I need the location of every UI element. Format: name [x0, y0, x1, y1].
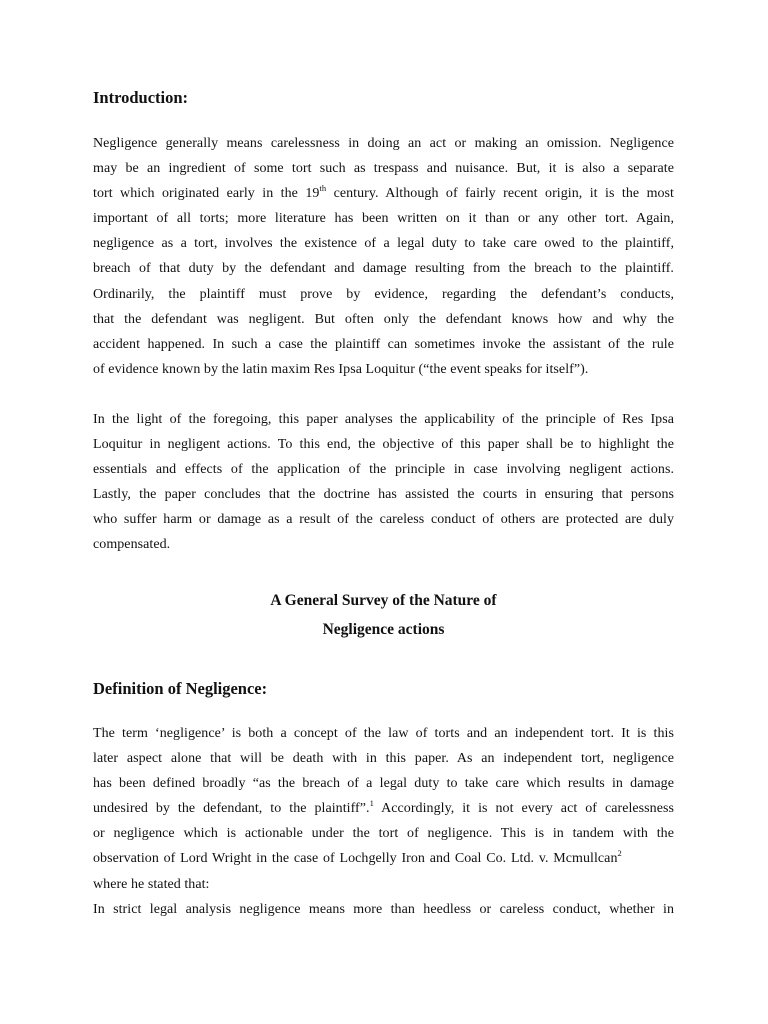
- section-heading-line-2: Negligence actions: [322, 621, 445, 638]
- text-line: breach of that duty by the defendant and damage resulting from the breach to the plaintiff.: [93, 261, 674, 277]
- footnote-ref: 2: [617, 848, 622, 859]
- text-line: In strict legal analysis negligence means more than heedless or careless conduct, whether in: [93, 901, 674, 917]
- text-line: In the light of the foregoing, this paper analyses the applicability of the principle of Res Ipsa: [93, 412, 674, 427]
- section-heading-line-1: A General Survey of the Nature of: [270, 592, 497, 609]
- text-line: Lastly, the paper concludes that the doctrine has assisted the courts in ensuring that persons: [93, 487, 674, 503]
- text-line: undesired by the defendant, to the plaintiff”.$^1$ Accordingly, it is not every act of carelessness: [93, 798, 674, 817]
- text-line: of evidence known by the latin maxim Res Ipsa Loquitur (“the event speaks for itself”).: [93, 361, 589, 377]
- text-line: may be an ingredient of some tort such as trespass and nuisance. But, it is also a separate: [93, 161, 674, 177]
- objective-paragraph: [93, 407, 674, 558]
- text-line: The term ‘negligence’ is both a concept of the law of torts and an independent tort. It is this: [93, 726, 674, 741]
- text-line: where he stated that:: [93, 876, 210, 892]
- text-line: compensated.: [93, 537, 171, 553]
- text-line: Loquitur in negligent actions. To this end, the objective of this paper shall be to highlight the: [93, 437, 674, 453]
- text-line: tort which originated early in the 19th century. Although of fairly recent origin, it is the most: [93, 183, 674, 202]
- text-line: observation of Lord Wright in the case of Lochgelly Iron and Coal Co. Ltd. v. Mcmullcan$^2$: [93, 848, 622, 867]
- text-line: accident happened. In such a case the plaintiff can sometimes invoke the assistant of the rule: [93, 336, 674, 352]
- text-line: important of all torts; more literature has been written on it than or any other tort. Again,: [93, 211, 674, 227]
- text-line: later aspect alone that will be death with in this paper. As an independent tort, negligence: [93, 751, 674, 767]
- superscript: th: [319, 183, 327, 194]
- text-line: essentials and effects of the application of the principle in case involving negligent actions.: [93, 462, 674, 478]
- intro-paragraph: [93, 131, 674, 382]
- text-line: has been defined broadly “as the breach of a legal duty to take care which results in damage: [93, 776, 674, 792]
- text-line: negligence as a tort, involves the existence of a legal duty to take care owed to the plaintiff,: [93, 236, 674, 252]
- definition-heading: Definition of Negligence:: [93, 679, 268, 698]
- footnote-ref: 1: [369, 798, 374, 809]
- text-line: or negligence which is actionable under the tort of negligence. This is in tandem with the: [93, 826, 674, 842]
- text-line: Ordinarily, the plaintiff must prove by evidence, regarding the defendant’s conducts,: [93, 286, 674, 302]
- text-line: Negligence generally means carelessness in doing an act or making an omission. Negligence: [93, 136, 674, 151]
- definition-paragraph: [93, 721, 674, 922]
- introduction-heading: Introduction:: [93, 88, 189, 107]
- text-line: that the defendant was negligent. But often only the defendant knows how and why the: [93, 311, 674, 327]
- text-line: who suffer harm or damage as a result of the careless conduct of others are protected are duly: [93, 512, 674, 528]
